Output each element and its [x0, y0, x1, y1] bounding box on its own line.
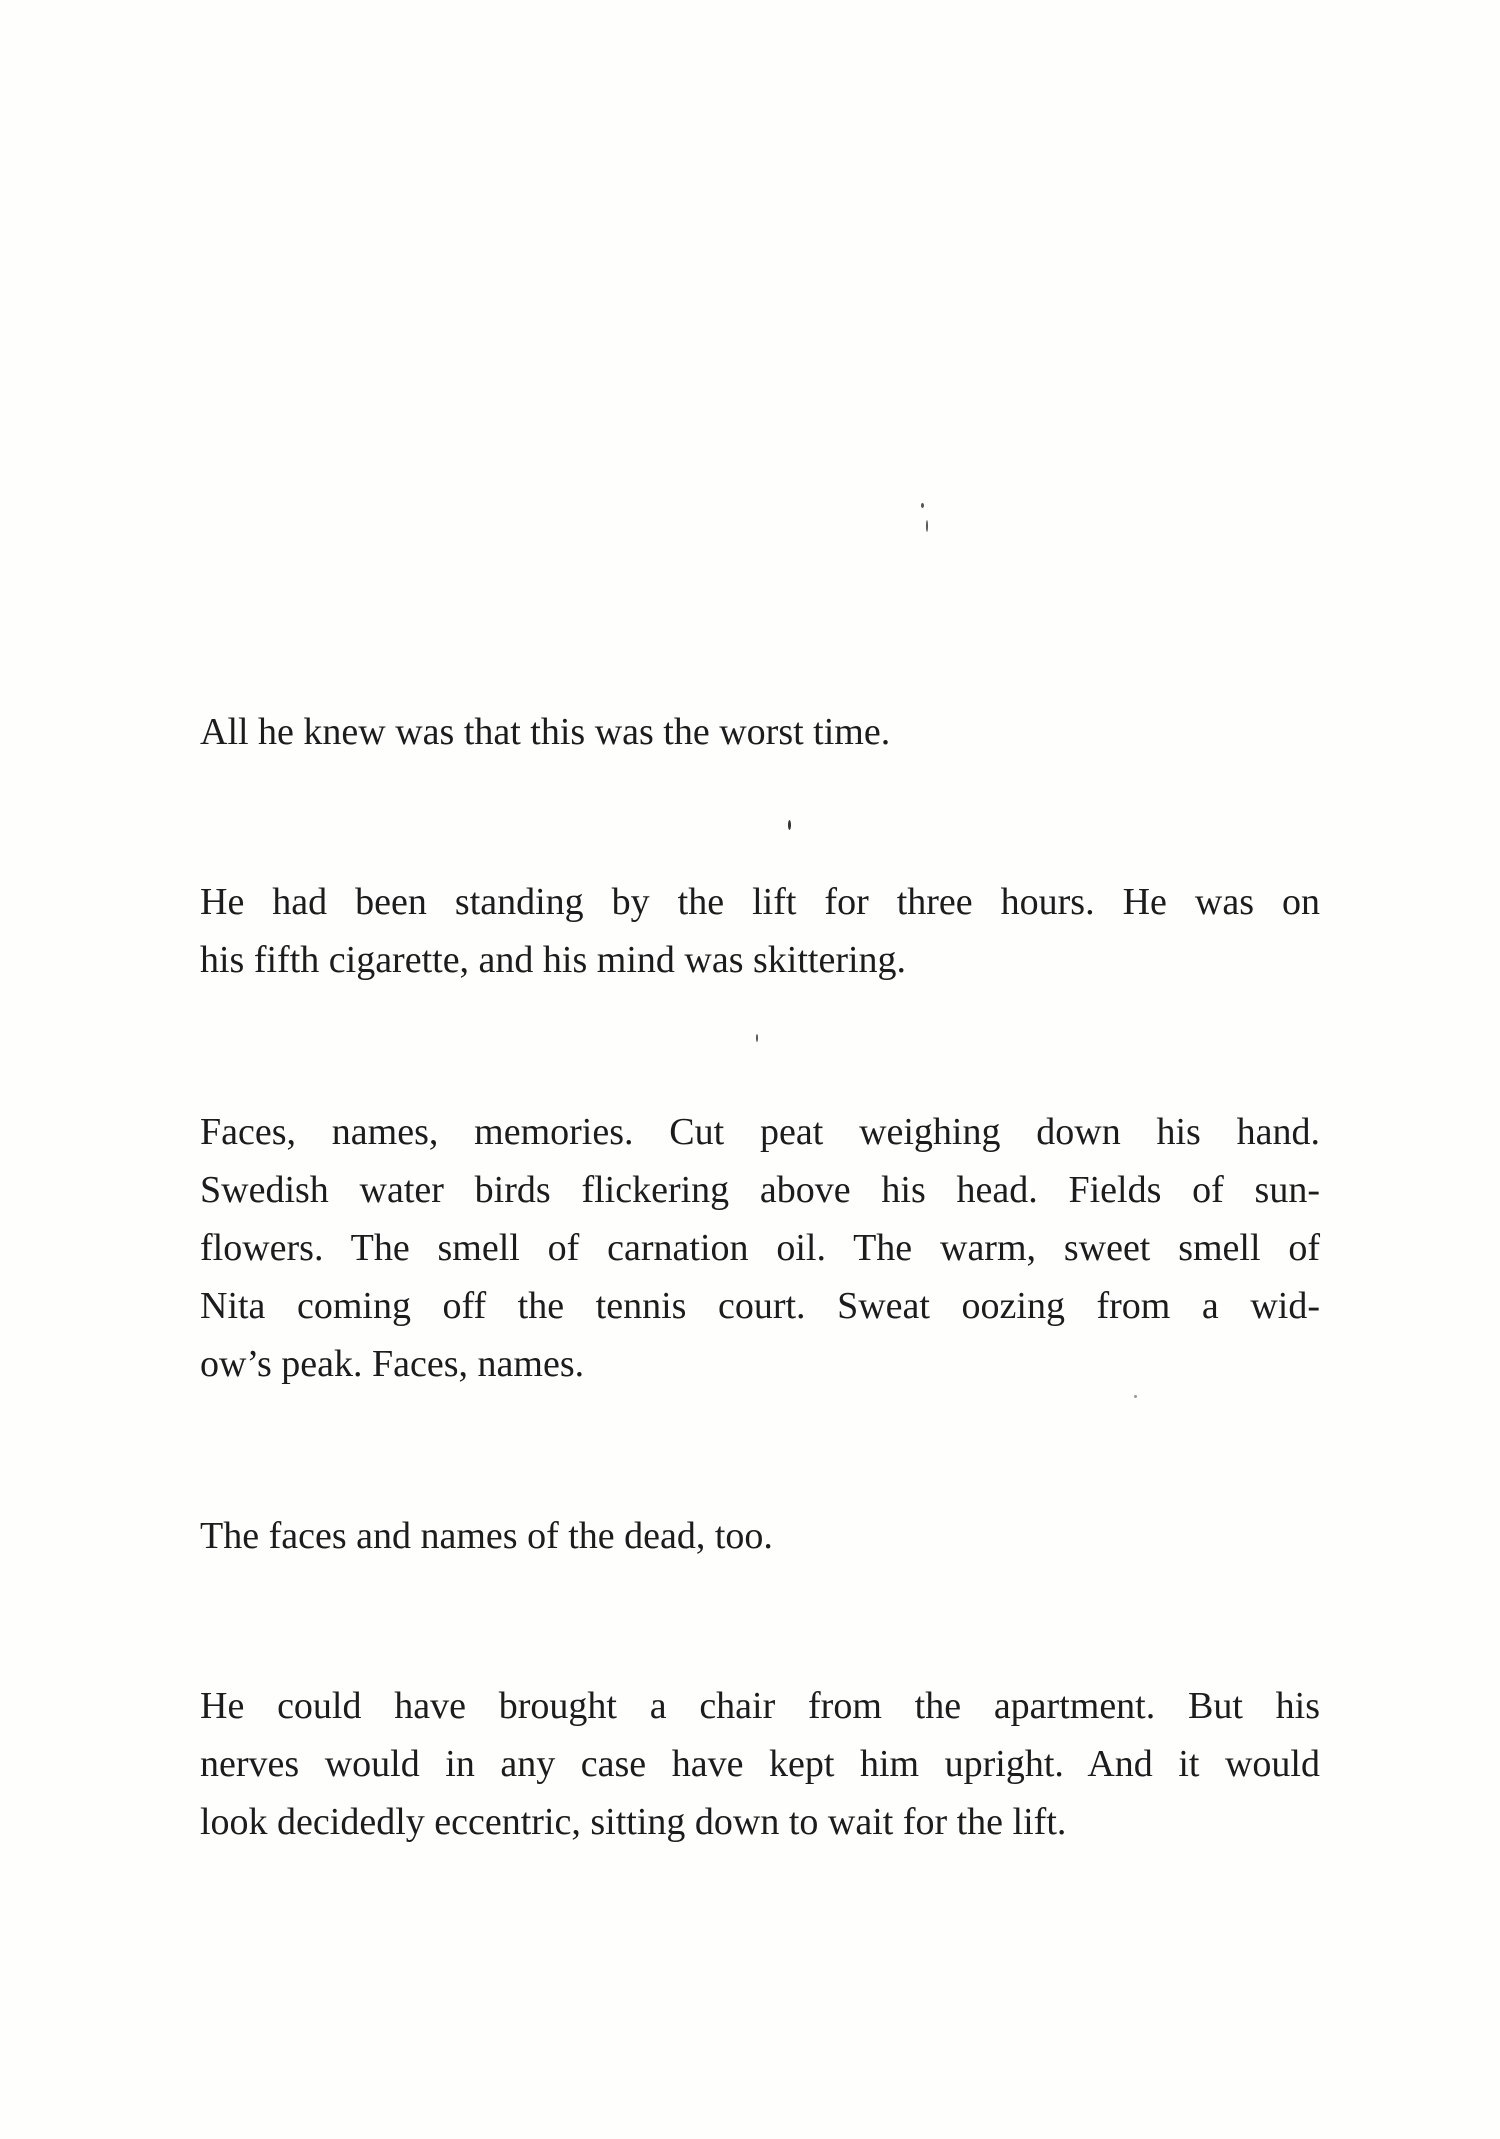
text-line: ow’s peak. Faces, names. — [200, 1343, 585, 1385]
scan-speck — [756, 1034, 758, 1042]
text-line: Nita coming off the tennis court. Sweat oozing from a wid- — [200, 1285, 1320, 1327]
text-line: his fifth cigarette, and his mind was skittering. — [200, 939, 907, 981]
text-line: Faces, names, memories. Cut peat weighing down his hand. — [200, 1111, 1320, 1153]
text-line: All he knew was that this was the worst time. — [200, 711, 891, 753]
paragraph-3 — [200, 1103, 1320, 1393]
paragraph-2 — [200, 873, 1320, 989]
paragraph-4 — [200, 1507, 1320, 1565]
text-line: nerves would in any case have kept him upright. And it would — [200, 1743, 1320, 1785]
text-line: flowers. The smell of carnation oil. The warm, sweet smell of — [200, 1227, 1320, 1269]
text-line: He could have brought a chair from the apartment. But his — [200, 1685, 1320, 1727]
scan-speck — [921, 503, 924, 508]
text-line: look decidedly eccentric, sitting down to wait for the lift. — [200, 1801, 1067, 1843]
text-line: The faces and names of the dead, too. — [200, 1515, 773, 1557]
text-line: Swedish water birds flickering above his head. Fields of sun- — [200, 1169, 1320, 1211]
scan-speck — [1134, 1395, 1137, 1398]
text-line: He had been standing by the lift for three hours. He was on — [200, 881, 1320, 923]
scan-speck — [788, 820, 791, 830]
scan-speck — [926, 520, 928, 532]
paragraph-1 — [200, 703, 1320, 761]
paragraph-5 — [200, 1677, 1320, 1851]
